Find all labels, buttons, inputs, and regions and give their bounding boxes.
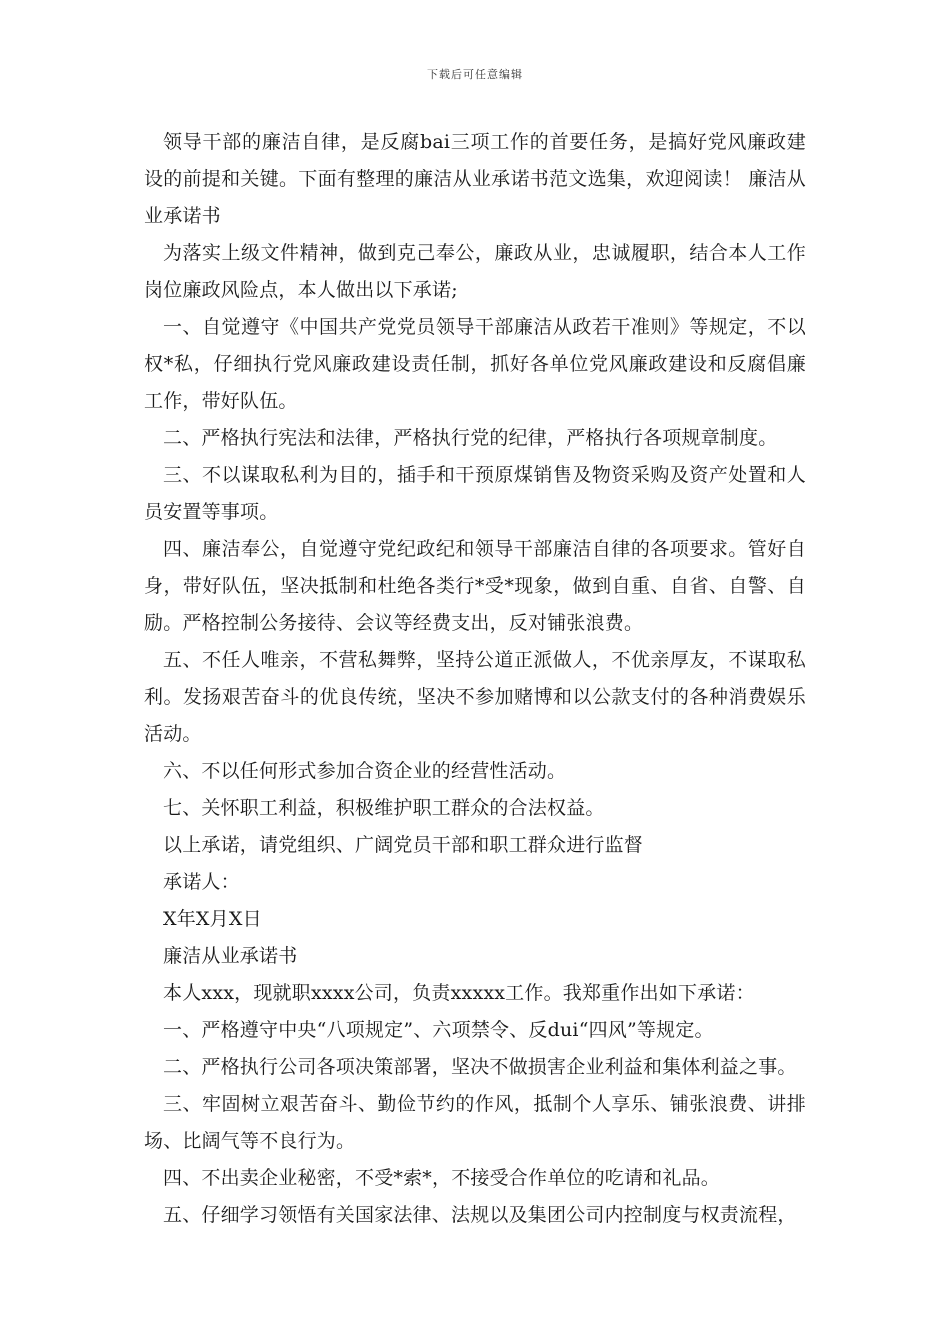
second-pledge-item-3: 三、牢固树立艰苦奋斗、勤俭节约的作风，抵制个人享乐、铺张浪费、讲排场、比阔气等不良行为。 xyxy=(144,1093,806,1152)
document-body xyxy=(144,124,806,1234)
intro-paragraph: 领导干部的廉洁自律，是反腐bai三项工作的首要任务，是搞好党风廉政建设的前提和关键。下面有整理的廉洁从业承诺书范文选集，欢迎阅读！ 廉洁从业承诺书 xyxy=(144,131,806,227)
second-letter-intro: 本人xxx，现就职xxxx公司，负责xxxxx工作。我郑重作出如下承诺： xyxy=(163,982,755,1004)
signatory-label: 承诺人： xyxy=(163,871,240,893)
pledge-item-7: 七、关怀职工利益，积极维护职工群众的合法权益。 xyxy=(163,797,605,819)
second-letter-title: 廉洁从业承诺书 xyxy=(163,945,298,967)
date-line: X年X月X日 xyxy=(163,908,262,930)
pledge-item-3: 三、不以谋取私利为目的，插手和干预原煤销售及物资采购及资产处置和人员安置等事项。 xyxy=(144,464,806,523)
second-pledge-item-4: 四、不出卖企业秘密，不受*索*，不接受合作单位的吃请和礼品。 xyxy=(163,1167,721,1189)
pledge-item-6: 六、不以任何形式参加合资企业的经营性活动。 xyxy=(163,760,567,782)
second-pledge-item-2: 二、严格执行公司各项决策部署，坚决不做损害企业利益和集体利益之事。 xyxy=(163,1056,797,1078)
supervision-note: 以上承诺，请党组织、广阔党员干部和职工群众进行监督 xyxy=(163,834,644,856)
pledge-item-1: 一、自觉遵守《中国共产党党员领导干部廉洁从政若干准则》等规定，不以权*私，仔细执行党风廉政建设责任制，抓好各单位党风廉政建设和反腐倡廉工作，带好队伍。 xyxy=(144,316,806,412)
pledge-item-2: 二、严格执行宪法和法律，严格执行党的纪律，严格执行各项规章制度。 xyxy=(163,427,778,449)
pledge-item-5: 五、不任人唯亲，不营私舞弊，坚持公道正派做人，不优亲厚友，不谋取私利。发扬艰苦奋斗的优良传统，坚决不参加赌博和以公款支付的各种消费娱乐活动。 xyxy=(144,649,806,745)
pledge-preamble: 为落实上级文件精神，做到克己奉公，廉政从业，忠诚履职，结合本人工作岗位廉政风险点，本人做出以下承诺; xyxy=(144,242,806,301)
pledge-item-4: 四、廉洁奉公，自觉遵守党纪政纪和领导干部廉洁自律的各项要求。管好自身，带好队伍，坚决抵制和杜绝各类行*受*现象，做到自重、自省、自警、自励。严格控制公务接待、会议等经费支出，反对铺张浪费。 xyxy=(144,538,806,634)
second-pledge-item-5: 五、仔细学习领悟有关国家法律、法规以及集团公司内控制度与权责流程， xyxy=(163,1204,797,1226)
second-pledge-item-1: 一、严格遵守中央“八项规定”、六项禁令、反dui“四风”等规定。 xyxy=(163,1019,714,1041)
page-header-note: 下载后可任意编辑 xyxy=(427,68,523,81)
